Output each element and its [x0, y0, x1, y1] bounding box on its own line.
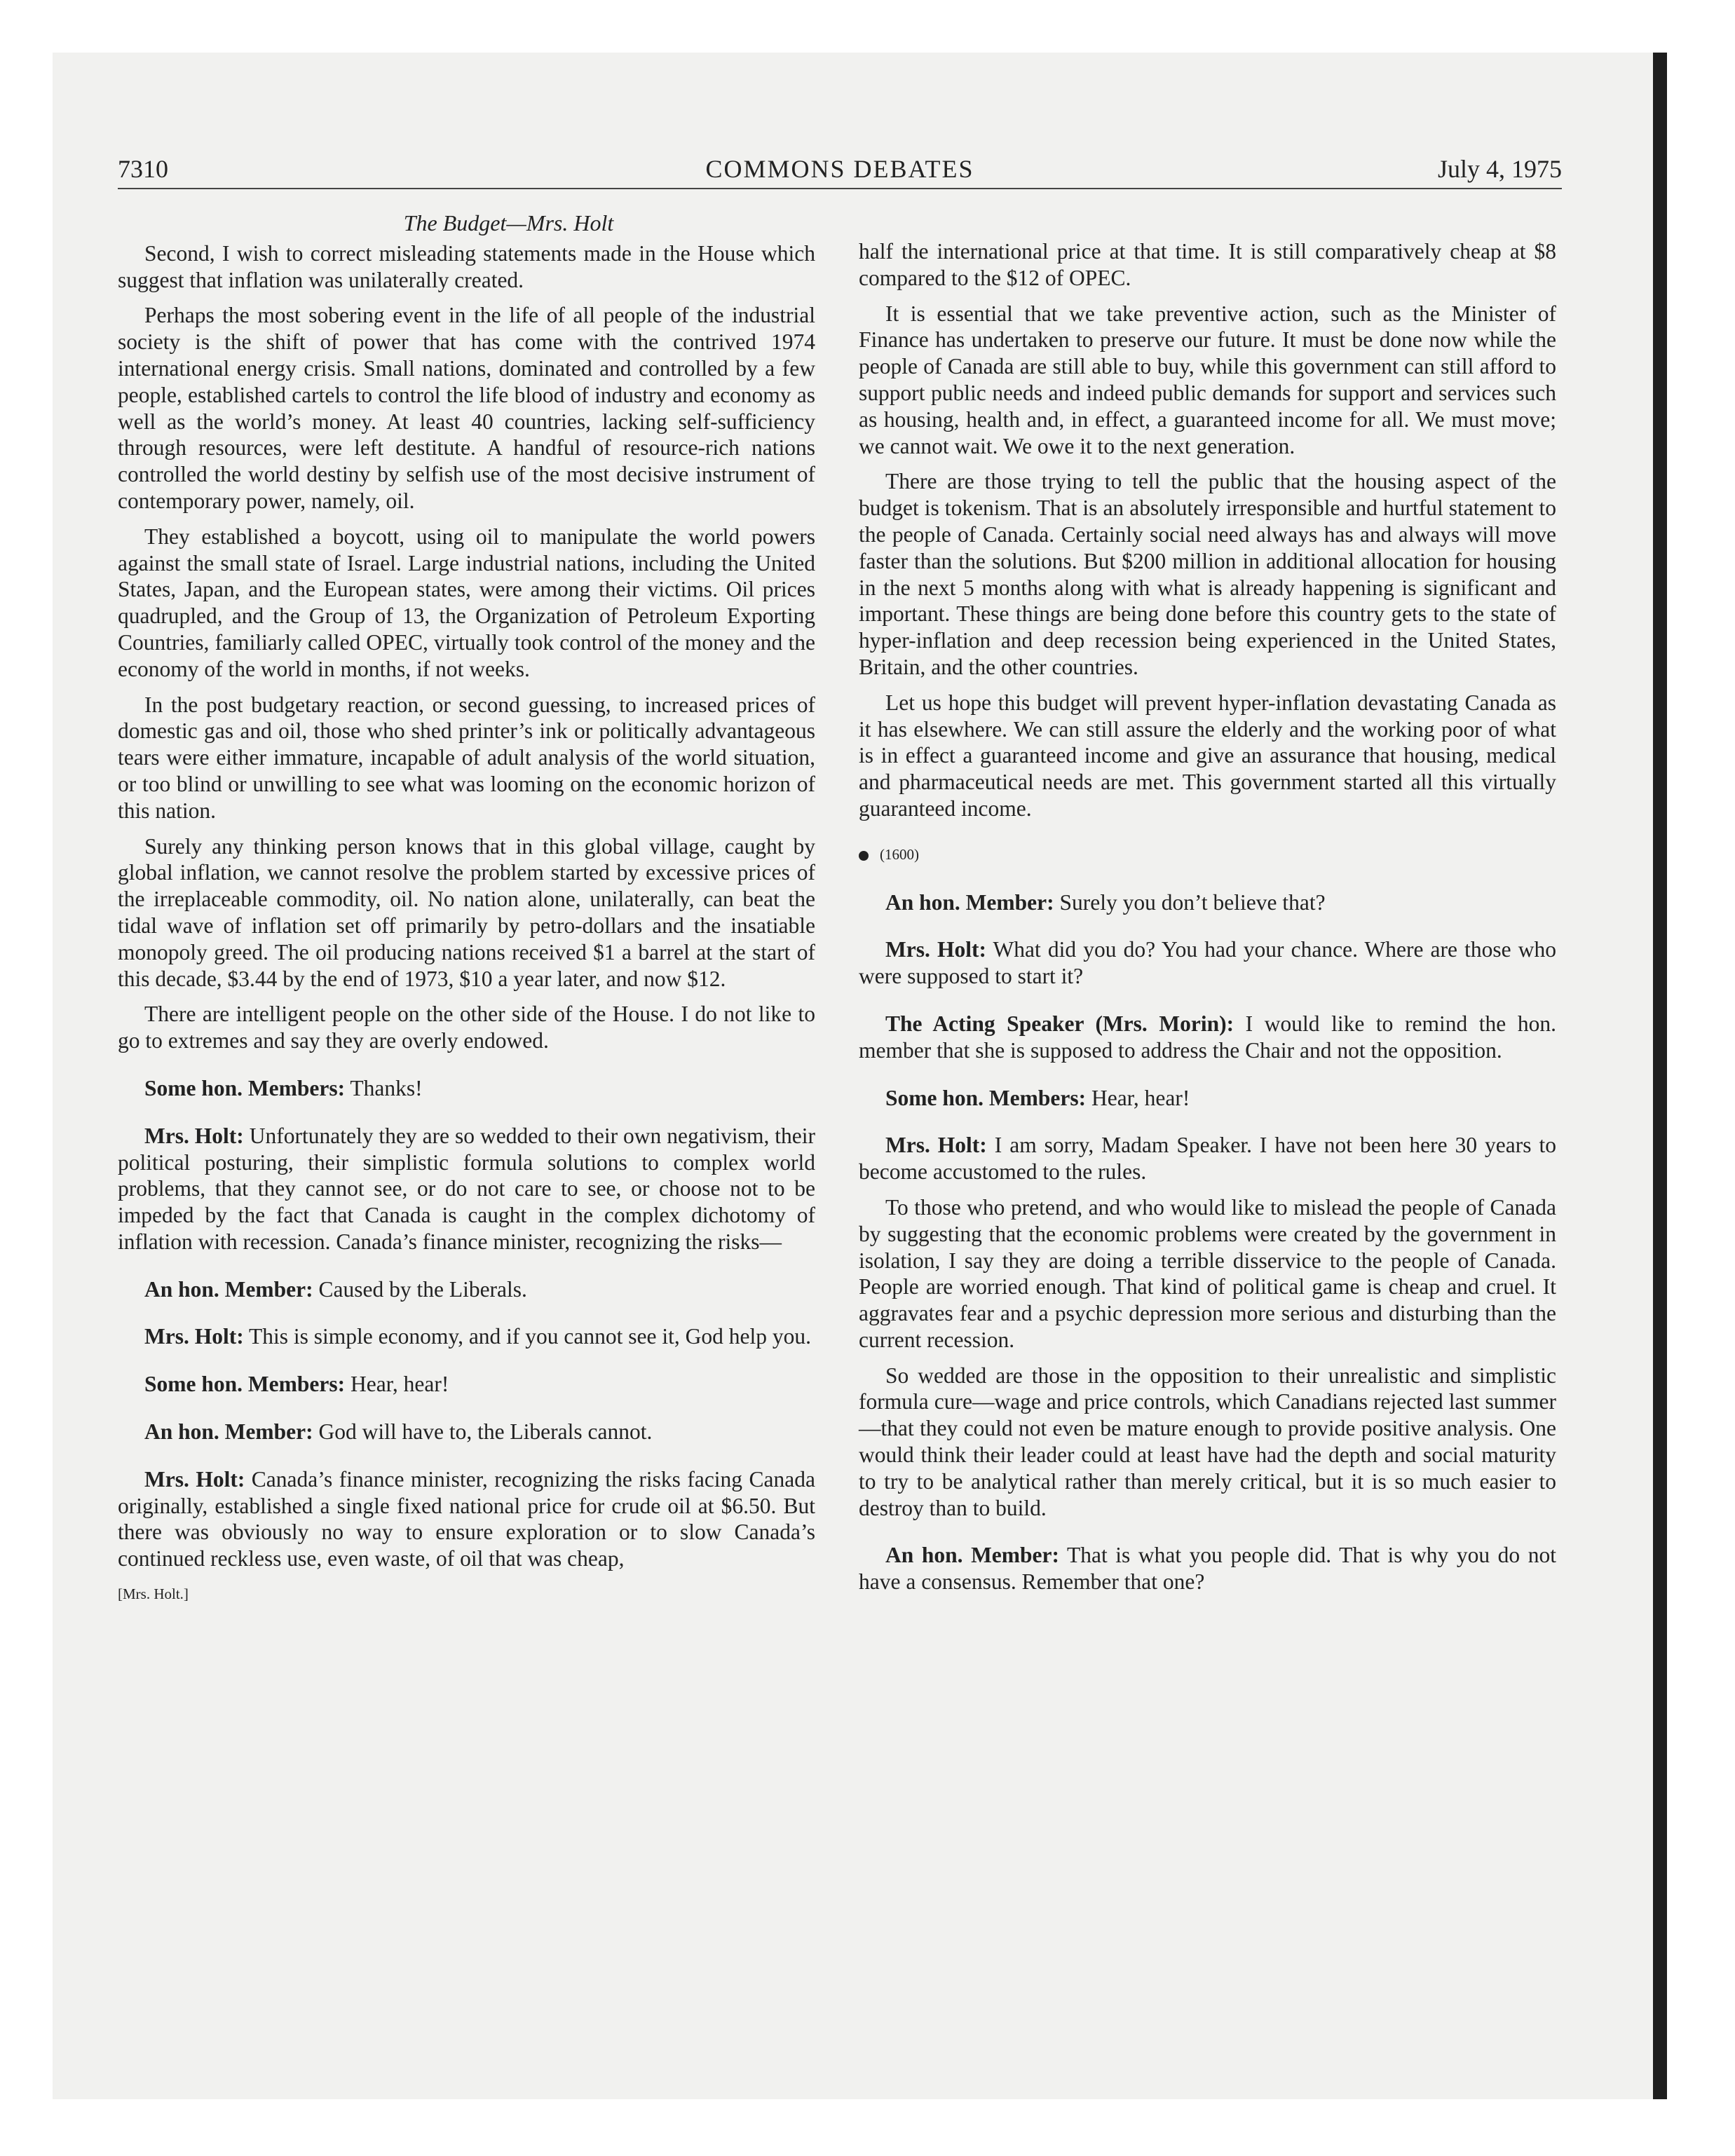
speaker-name: Some hon. Members:: [144, 1075, 346, 1100]
paragraph: There are intelligent people on the other side of the House. I do not like to go to extremes and say they are overly endowed.: [118, 1002, 815, 1053]
speech-entry: [859, 1085, 1556, 1112]
speech-text: Caused by the Liberals.: [313, 1276, 527, 1302]
speech-entry: [859, 889, 1556, 916]
issue-date: July 4, 1975: [1437, 155, 1562, 183]
speaker-name: An hon. Member:: [885, 1543, 1059, 1568]
speaker-name: Some hon. Members:: [144, 1372, 346, 1397]
time-marker-text: (1600): [880, 845, 919, 863]
speech-entry: [118, 1075, 815, 1102]
speech-text: I would like to remind the hon. member that she is supposed to address the Chair and not the opposition.: [859, 1011, 1556, 1063]
speaker-name: Mrs. Holt:: [885, 1133, 987, 1158]
speech-entry: [859, 936, 1556, 990]
speech-text: Unfortunately they are so wedded to their own negativism, their political posturing, their simplistic formula solutions to complex world problems, that they cannot see, or do not care to see, or choose not to be impeded by the fact that Canada is caught in the complex dichotomy of inflation with recession. Canada’s finance minister, recognizing the risks—: [118, 1123, 815, 1254]
speech-text: Canada’s finance minister, recognizing the risks facing Canada originally, established a single fixed national price for crude oil at $6.50. But there was obviously no way to ensure exploration or to slow Canada’s continued reckless use, even waste, of oil that was cheap,: [118, 1466, 815, 1571]
paragraph: Second, I wish to correct misleading statements made in the House which suggest that inflation was unilaterally created.: [118, 240, 815, 292]
paragraph: It is essential that we take preventive action, such as the Minister of Finance has undertaken to preserve our future. It must be done now while the people of Canada are still able to buy, while this government can still afford to support public needs and indeed public demands for support and services such as housing, health and, in effect, a guaranteed income for all. We must move; we cannot wait. We owe it to the next generation.: [859, 301, 1556, 458]
speech-entry: [118, 1466, 815, 1572]
speech-text: Surely you don’t believe that?: [1054, 889, 1326, 915]
page-number: 7310: [118, 155, 168, 183]
scan-edge-shadow: [1653, 53, 1667, 2099]
speech-entry: [118, 1371, 815, 1398]
speech-text: This is simple economy, and if you cannot see it, God help you.: [243, 1324, 811, 1349]
speaker-name: Some hon. Members:: [885, 1085, 1087, 1110]
speaker-name: Mrs. Holt:: [885, 937, 986, 962]
speaker-name: The Acting Speaker (Mrs. Morin):: [885, 1011, 1234, 1036]
time-marker: [859, 842, 1556, 868]
bullet-icon: [859, 851, 869, 861]
speaker-name: An hon. Member:: [144, 1419, 313, 1445]
speech-text: Thanks!: [345, 1075, 423, 1100]
paragraph: Surely any thinking person knows that in this global village, caught by global inflation, we cannot resolve the problem started by excessive prices of the irreplaceable commodity, oil. No nation alone, unilaterally, can beat the tidal wave of inflation set off primarily by petro-dollars and the insatiable monopoly greed. The oil producing nations received $1 a barrel at the start of this decade, $3.44 by the end of 1973, $10 a year later, and now $12.: [118, 833, 815, 991]
publication-title: COMMONS DEBATES: [705, 155, 974, 183]
speech-entry: [859, 1011, 1556, 1064]
speech-text: That is what you people did. That is why you do not have a consensus. Remember that one?: [859, 1543, 1556, 1595]
speech-text: God will have to, the Liberals cannot.: [313, 1419, 653, 1445]
speech-entry: [118, 1276, 815, 1303]
left-column: [118, 210, 815, 1617]
speech-text: I am sorry, Madam Speaker. I have not been here 30 years to become accustomed to the rules.: [859, 1133, 1556, 1185]
speaker-name: An hon. Member:: [885, 889, 1054, 915]
speaker-name: Mrs. Holt:: [144, 1466, 245, 1492]
paragraph: Perhaps the most sobering event in the life of all people of the industrial society is the shift of power that has come with the contrived 1974 international energy crisis. Small nations, dominated and controlled by a few people, established cartels to control the life blood of industry and economy as well as the world’s money. At least 40 countries, lacking self-sufficiency through resources, were left destitute. A handful of resource-rich nations controlled the world destiny by selfish use of the most decisive instrument of contemporary power, namely, oil.: [118, 303, 815, 513]
paragraph: So wedded are those in the opposition to their unrealistic and simplistic formula cure—wage and price controls, which Canadians rejected last summer—that they could not even be mature enough to provide positive analysis. One would think their leader could at least have had the depth and social maturity to try to be analytical rather than merely critical, but it is so much easier to destroy than to build.: [859, 1363, 1556, 1520]
speech-entry: [118, 1323, 815, 1350]
paragraph: To those who pretend, and who would like to mislead the people of Canada by suggesting that the economic problems were created by the government in isolation, I say they are doing a terrible disservice to the people of Canada. People are worried enough. That kind of political game is cheap and cruel. It aggravates fear and a psychic depression more serious and disturbing than the current recession.: [859, 1194, 1556, 1352]
speaker-name: Mrs. Holt:: [144, 1123, 244, 1148]
speech-text: What did you do? You had your chance. Where are those who were supposed to start it?: [859, 937, 1556, 989]
speaker-name: Mrs. Holt:: [144, 1324, 244, 1349]
paragraph: In the post budgetary reaction, or second guessing, to increased prices of domestic gas and oil, those who shed printer’s ink or politically advantageous tears were either immature, incapable of adult analysis of the world situation, or too blind or unwilling to see what was looming on the economic horizon of this nation.: [118, 692, 815, 823]
speech-text: Hear, hear!: [345, 1372, 449, 1397]
speech-text: Hear, hear!: [1086, 1085, 1190, 1110]
paragraph: They established a boycott, using oil to manipulate the world powers against the small state of Israel. Large industrial nations, including the United States, Japan, and the European states, were among their victims. Oil prices quadrupled, and the Group of 13, the Organization of Petroleum Exporting Countries, familiarly called OPEC, virtually took control of the money and the economy of the world in months, if not weeks.: [118, 524, 815, 681]
speaker-name: An hon. Member:: [144, 1276, 313, 1302]
paragraph: There are those trying to tell the public that the housing aspect of the budget is tokenism. That is an absolutely irresponsible and hurtful statement to the people of Canada. Certainly social need always has and always will move faster than the solutions. But $200 million in additional allocation for housing in the next 5 months along with what is already happening is significant and important. These things are being done before this country gets to the state of hyper-inflation and deep recession being experienced in the United States, Britain, and the other countries.: [859, 469, 1556, 679]
speech-entry: [118, 1419, 815, 1445]
speech-entry: [859, 1542, 1556, 1595]
speech-entry: [859, 1132, 1556, 1185]
paragraph: half the international price at that time. It is still comparatively cheap at $8 compared to the $12 of OPEC.: [859, 239, 1556, 290]
page-header: [118, 154, 1562, 189]
speech-entry: [118, 1123, 815, 1255]
continuation-note: [Mrs. Holt.]: [118, 1585, 189, 1603]
right-column: [859, 238, 1556, 1604]
section-subhead: The Budget—Mrs. Holt: [403, 210, 614, 236]
paragraph: Let us hope this budget will prevent hyper-inflation devastating Canada as it has elsewhere. We can still assure the elderly and the working poor of what is in effect a guaranteed income and give an assurance that housing, medical and pharmaceutical needs are met. This government started all this virtually guaranteed income.: [859, 690, 1556, 821]
